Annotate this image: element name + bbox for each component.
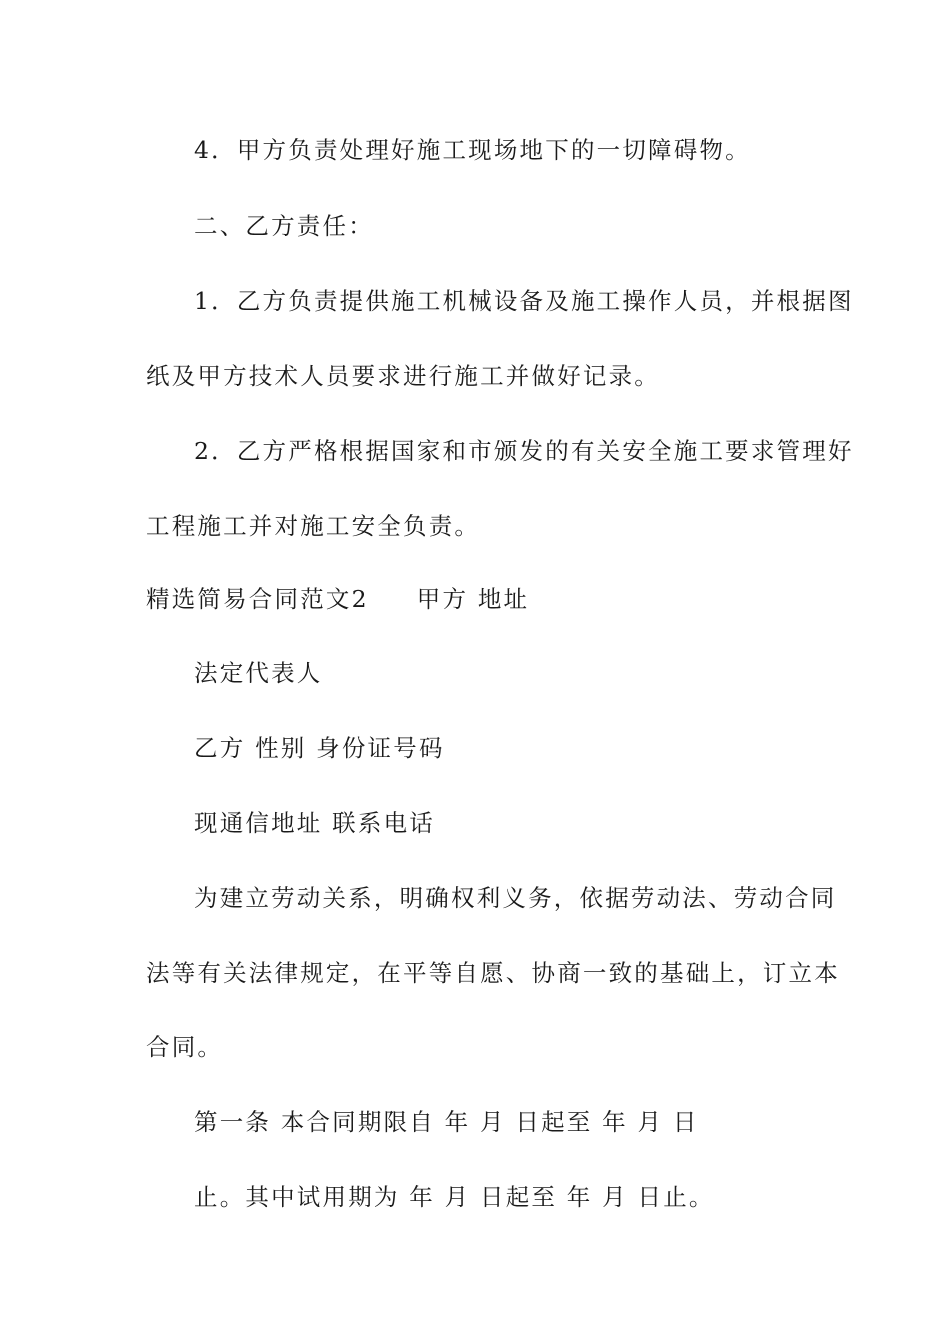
field-line: 乙方 性别 身份证号码 [194,734,445,762]
paragraph-line: 止。其中试用期为 年 月 日起至 年 月 日止。 [194,1183,715,1211]
paragraph-line: 纸及甲方技术人员要求进行施工并做好记录。 [146,362,660,390]
party-a-fields: 甲方 地址 [416,585,530,613]
article-line: 第一条 本合同期限自 年 月 日起至 年 月 日 [194,1108,699,1136]
paragraph-line: 法等有关法律规定，在平等自愿、协商一致的基础上，订立本 [146,959,840,987]
contract-title-line [146,583,529,615]
field-line: 法定代表人 [194,659,323,687]
section-heading: 二、乙方责任： [194,212,374,240]
contract-title: 精选简易合同范文2 [146,585,369,613]
paragraph-line: 4．甲方负责处理好施工现场地下的一切障碍物。 [194,136,751,164]
field-line: 现通信地址 联系电话 [194,809,435,837]
paragraph-line: 合同。 [146,1033,224,1061]
paragraph-line: 为建立劳动关系，明确权利义务，依据劳动法、劳动合同 [194,884,837,912]
paragraph-line: 工程施工并对施工安全负责。 [146,512,481,540]
paragraph-line: 1．乙方负责提供施工机械设备及施工操作人员，并根据图 [194,287,854,315]
paragraph-line: 2．乙方严格根据国家和市颁发的有关安全施工要求管理好 [194,437,854,465]
